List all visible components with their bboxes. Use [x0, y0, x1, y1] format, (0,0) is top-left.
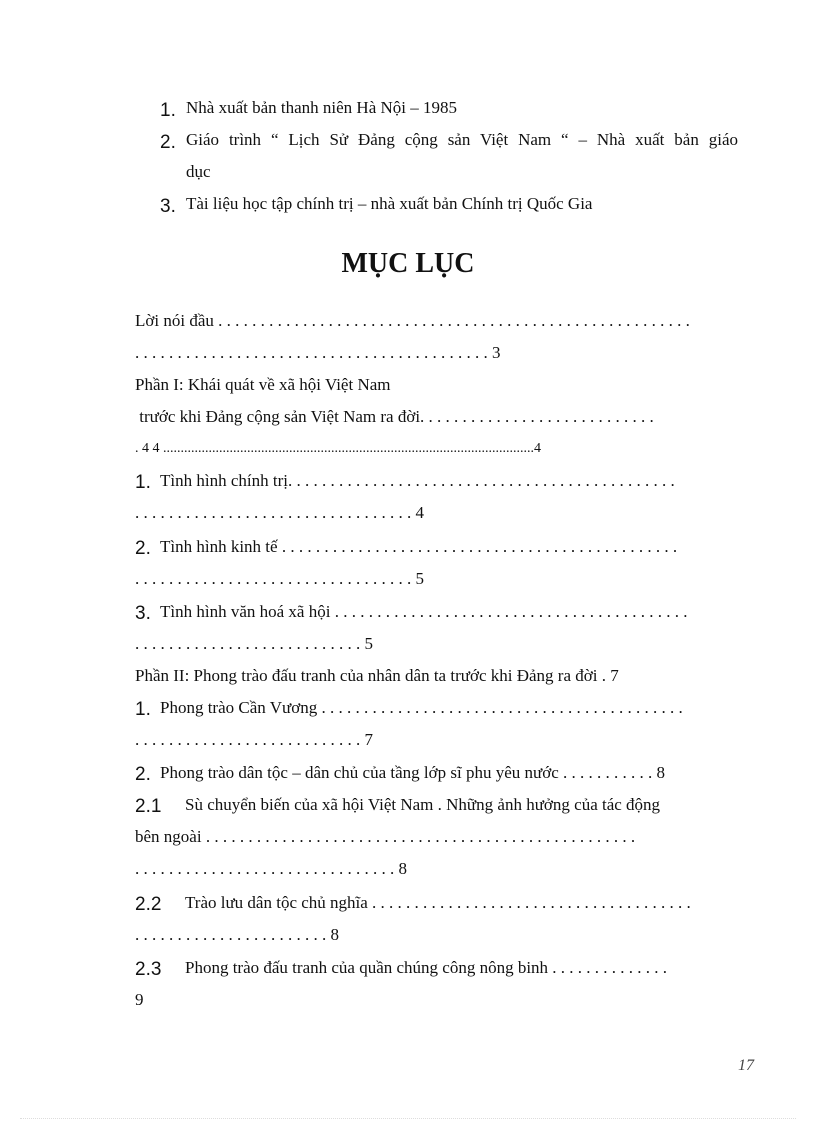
footer-divider	[20, 1118, 796, 1119]
toc-number: 1.	[135, 699, 151, 720]
page-number: 17	[738, 1057, 754, 1074]
toc-line: Phong trào dân tộc – dân chủ của tầng lớp sĩ phu yêu nước . . . . . . . . . . . 8	[160, 763, 665, 782]
reference-number: 2.	[160, 132, 176, 153]
toc-line: . . . . . . . . . . . . . . . . . . . . . . . . . . . . . . . . . . . . . . . . . . 3	[135, 343, 501, 362]
toc-line: bên ngoài . . . . . . . . . . . . . . . . . . . . . . . . . . . . . . . . . . . . . . . . . . . . . . . . . . .	[135, 827, 636, 846]
reference-item	[160, 92, 740, 124]
toc-number: 2.1	[135, 796, 162, 817]
toc-number: 2.	[135, 538, 151, 559]
reference-text: Giáo trình “ Lịch Sử Đảng cộng sản Việt Nam “ – Nhà xuất bản giáo	[186, 130, 738, 149]
toc-line: 9	[135, 990, 144, 1009]
reference-text: Tài liệu học tập chính trị – nhà xuất bản Chính trị Quốc Gia	[186, 194, 593, 213]
toc-number: 2.2	[135, 894, 162, 915]
reference-text: Nhà xuất bản thanh niên Hà Nội – 1985	[186, 98, 457, 117]
toc-line: . . . . . . . . . . . . . . . . . . . . . . . . . . . . . . . . . 4	[135, 503, 424, 522]
toc-line: . . . . . . . . . . . . . . . . . . . . . . . . . . . 7	[135, 730, 373, 749]
toc-number: 3.	[135, 603, 151, 624]
toc-line: . . . . . . . . . . . . . . . . . . . . . . . . . . . 5	[135, 634, 373, 653]
toc-number: 1.	[135, 472, 151, 493]
toc-line: Tình hình kinh tế . . . . . . . . . . . . . . . . . . . . . . . . . . . . . . . . . . . . . . . . . . . . . . .	[160, 537, 678, 556]
toc-line: Phần II: Phong trào đấu tranh của nhân dân ta trước khi Đảng ra đời . 7	[135, 666, 619, 685]
toc-line: . . . . . . . . . . . . . . . . . . . . . . . . . . . . . . . 8	[135, 859, 407, 878]
reference-item	[160, 124, 740, 188]
toc-line: Lời nói đầu . . . . . . . . . . . . . . . . . . . . . . . . . . . . . . . . . . . . . . . . . . . . . . . . . . . . . . . .	[135, 311, 690, 330]
toc-line: Phần I: Khái quát về xã hội Việt Nam	[135, 375, 391, 394]
toc-line: trước khi Đảng cộng sản Việt Nam ra đời. . . . . . . . . . . . . . . . . . . . . . . . . . . .	[135, 407, 654, 426]
reference-text-continued: dục	[186, 162, 211, 181]
toc-line: . . . . . . . . . . . . . . . . . . . . . . . 8	[135, 925, 339, 944]
toc-line: Tình hình văn hoá xã hội . . . . . . . . . . . . . . . . . . . . . . . . . . . . . . . . . . . . . . . . . .	[160, 602, 688, 621]
toc-number: 2.	[135, 764, 151, 785]
toc-line: Phong trào Cần Vương . . . . . . . . . . . . . . . . . . . . . . . . . . . . . . . . . . . . . . . . . . .	[160, 698, 683, 717]
toc-line: Sù chuyển biến của xã hội Việt Nam . Những ảnh hưởng của tác động	[185, 795, 661, 814]
reference-number: 1.	[160, 100, 176, 121]
toc-line: . 4 4 ..........................................................................................................4	[135, 441, 541, 456]
toc-line: Tình hình chính trị. . . . . . . . . . . . . . . . . . . . . . . . . . . . . . . . . . . . . . . . . . . . . .	[160, 471, 675, 490]
toc-number: 2.3	[135, 959, 162, 980]
toc-line: . . . . . . . . . . . . . . . . . . . . . . . . . . . . . . . . . 5	[135, 569, 424, 588]
toc-line: Phong trào đấu tranh của quần chúng công nông binh . . . . . . . . . . . . . .	[185, 958, 668, 977]
toc-line: Trào lưu dân tộc chủ nghĩa . . . . . . . . . . . . . . . . . . . . . . . . . . . . . . . . . . . . . .	[185, 893, 691, 912]
toc-title: MỤC LỤC	[341, 248, 475, 279]
reference-item	[160, 188, 740, 220]
reference-number: 3.	[160, 196, 176, 217]
